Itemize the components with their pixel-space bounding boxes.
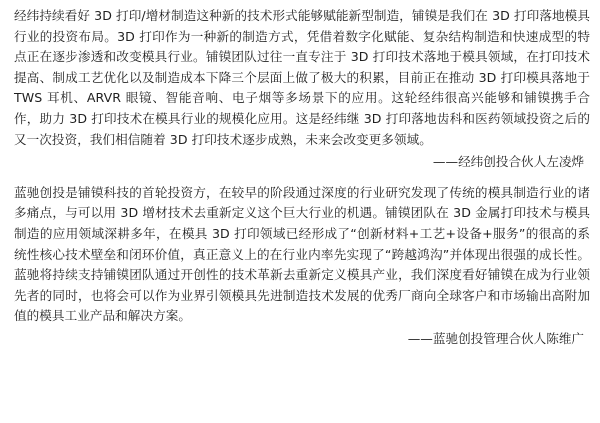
quote-paragraph: 经纬持续看好 3D 打印/增材制造这种新的技术形式能够赋能新型制造，铺镆是我们在 3D 打印落地模具行业的投资布局。3D 打印作为一种新的制造方式，凭借着数字化赋能、复杂结构制造和快速成型的特点正在逐步渗透和改变模具行业。铺镆团队过往一直专注于 3D 打印技术落地于模具领域，在打印技术提高、制成工艺优化以及制造成本下降三个层面上做了极大的积累，目前正在推动 3D 打印模具落地于 TWS 耳机、ARVR 眼镜、智能音响、电子烟等多场景下的应用。这轮经纬很高兴能够和铺镆携手合作，助力 3D 打印技术在模具行业的规模化应用。这是经纬继 3D 打印落地齿科和医药领域投资之后的又一次投资，我们相信随着 3D 打印技术逐步成熟，未来会改变更多领域。 [14,8,590,147]
quote-attribution: ——蓝驰创投管理合伙人陈维广 [407,330,584,346]
investor-quote-jingwei [14,6,590,173]
investor-quote-lanchi [14,183,590,350]
quote-attribution: ——经纬创投合伙人左凌烨 [432,154,584,170]
quote-paragraph: 蓝驰创投是铺镆科技的首轮投资方，在较早的阶段通过深度的行业研究发现了传统的模具制造行业的诸多痛点，与可以用 3D 增材技术去重新定义这个巨大行业的机遇。铺镆团队在 3D 金属打印技术与模具制造的应用领域深耕多年，在模具 3D 打印领域已经形成了“创新材料+工艺+设备+服务”的很高的系统性核心技术壁垒和闭环价值，真正意义上的在行业内率先实现了“跨越鸿沟”并体现出很强的成长性。蓝驰将持续支持铺镆团队通过开创性的技术革新去重新定义模具产业，我们深度看好铺镆在成为行业领先者的同时，也将会可以作为业界引领模具先进制造技术发展的优秀厂商向全球客户和市场输出高附加值的模具工业产品和解决方案。 [14,184,590,324]
